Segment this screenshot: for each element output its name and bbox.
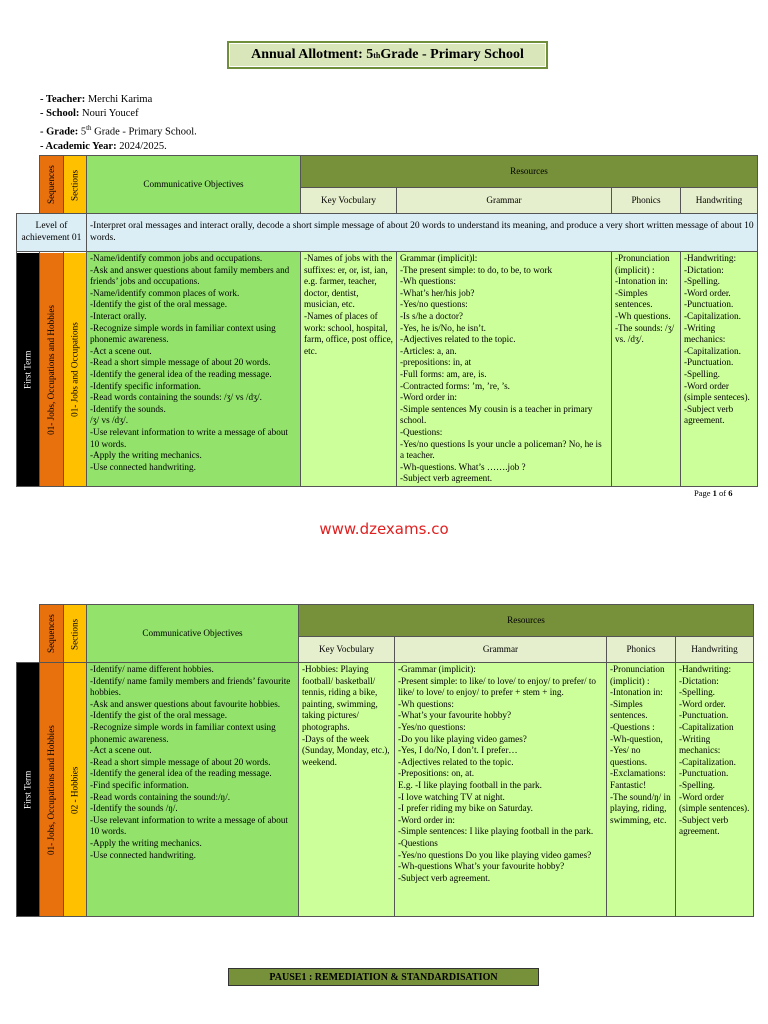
- phonics-cell: -Pronunciation (implicit) : -Intonation in: -Simples sentences. -Wh questions. -The sounds: /ʒ/ vs. /dʒ/.: [612, 252, 681, 487]
- allotment-table-2: [16, 604, 754, 917]
- watermark: www.dzexams.co: [319, 520, 449, 538]
- handwriting-cell-2: -Handwriting: -Dictation: -Spelling. -Word order. -Punctuation. -Capitalization -Writing mechanics: -Capitalization. -Punctuation. -Spelling. -Word order (simple sentences). -Subject verb agreement.: [676, 663, 754, 917]
- objectives-cell-2: -Identify/ name different hobbies. -Identify/ name family members and friends’ favourite hobbies. -Ask and answer questions about favourite hobbies. -Identify the gist of the oral message. -Recognize simple words in familiar context using phonemic awareness. -Act a scene out. -Read a short simple message of about 20 words. -Identify the general idea of the reading message. -Find specific information. -Read words containing the sound:/ŋ/. -Identify the sounds /ŋ/. -Use relevant information to write a message of about 10 words. -Apply the writing mechanics. -Use connected handwriting.: [87, 663, 299, 917]
- phonics-header-2: Phonics: [607, 637, 676, 663]
- allotment-table-1: [16, 155, 758, 487]
- school-line: [40, 107, 197, 121]
- year-line: [40, 140, 197, 154]
- title-rest: Grade - Primary School: [380, 47, 524, 62]
- objectives-cell: -Name/identify common jobs and occupations. -Ask and answer questions about family members and friends’ jobs and occupations. -Name/identify common places of work. -Identify the gist of the oral message. -Interact orally. -Recognize simple words in familiar context using phonemic awareness. -Act a scene out. -Read a short simple message of about 20 words. -Identify the general idea of the reading message. -Identify specific information. -Read words containing the sounds: /ʒ/ vs /dʒ/. -Identify the sounds. /ʒ/ vs /dʒ/. -Use relevant information to write a message of about 10 words. -Apply the writing mechanics. -Use connected handwriting.: [87, 252, 301, 487]
- sections-header-2: Sections: [64, 605, 87, 663]
- page-of: of: [716, 488, 729, 498]
- teacher-info: [40, 93, 197, 154]
- sequences-header: Sequences: [40, 156, 64, 214]
- level-text: -Interpret oral messages and interact orally, decode a short simple message of about 20 words to understand its meaning, and produce a very short written message of about 10 words.: [87, 214, 758, 252]
- phonics-cell-2: -Pronunciation (implicit) : -Intonation in: -Simples sentences. -Questions : -Wh-question, -Yes/ no questions. -Exclamations: Fantastic! -The sound/ŋ/ in playing, riding, swimming, etc.: [607, 663, 676, 917]
- grammar-header-2: Grammar: [395, 637, 607, 663]
- sequence-label: 01- Jobs, Occupations and Hobbies: [40, 252, 64, 487]
- grammar-cell: Grammar (implicit)l: -The present simple: to do, to be, to work -Wh questions: -What’s her/his job? -Yes/no questions: -Is s/he a doctor? -Yes, he is/No, he isn’t. -Adjectives related to the topic. -Articles: a, an. -prepositions: in, at -Full forms: am, are, is. -Contracted forms: ’m, ’re, ’s. -Word order in: -Simple sentences My cousin is a teacher in primary school. -Questions: -Yes/no questions Is your uncle a policeman? No, he is a teacher. -Wh-questions. What’s …….job ? -Subject verb agreement.: [397, 252, 612, 487]
- sequences-header-2: Sequences: [40, 605, 64, 663]
- year-label: - Academic Year:: [40, 140, 117, 152]
- teacher-line: [40, 93, 197, 107]
- page-num: 1: [712, 488, 717, 498]
- grammar-cell-2: -Grammar (implicit): -Present simple: to like/ to love/ to enjoy/ to prefer/ to like/ to love/ to enjoy/ to prefer + stem + ing. -Wh questions: -What’s your favourite hobby? -Yes/no questions: -Do you like playing video games? -Yes, I do/No, I don’t. I prefer… -Adjectives related to the topic. -Prepositions: on, at. E.g. -I like playing football in the park. -I love watching TV at night. -I prefer riding my bike on Saturday. -Word order in: -Simple sentences: I like playing football in the park. -Questions -Yes/no questions Do you like playing video games? -Wh-questions What’s your favourite hobby? -Subject verb agreement.: [395, 663, 607, 917]
- year-value: 2024/2025.: [116, 140, 167, 152]
- term-label-2: First Term: [17, 663, 40, 917]
- school-label: - School:: [40, 108, 80, 119]
- document-title: [227, 41, 548, 69]
- title-sup: th: [373, 50, 381, 60]
- vocab-cell-2: -Hobbies: Playing football/ basketball/ tennis, riding a bike, painting, swimming, taking pictures/ photographs. -Days of the week (Sunday, Monday, etc.), weekend.: [299, 663, 395, 917]
- school-value: Nouri Youcef: [79, 108, 139, 119]
- grade-sup: th: [86, 124, 92, 132]
- pause-banner: PAUSE1 : REMEDIATION & STANDARDISATION: [228, 968, 539, 986]
- sequence-label-2: 01- Jobs, Occupations and Hobbies: [40, 663, 64, 917]
- resources-header: Resources: [301, 156, 758, 188]
- teacher-value: Merchi Karima: [85, 94, 153, 105]
- teacher-label: - Teacher:: [40, 94, 86, 105]
- section-label-2: 02 - Hobbies: [64, 663, 87, 917]
- grade-value: 5: [78, 126, 87, 138]
- level-label: Level of achievement 01: [17, 214, 87, 252]
- section-label: 01- Jobs and Occupations: [64, 252, 87, 487]
- page-label: Page: [694, 488, 713, 498]
- page-number: [694, 488, 733, 498]
- grade-line: [40, 121, 197, 140]
- sections-header: Sections: [64, 156, 87, 214]
- objectives-header-2: Communicative Objectives: [87, 605, 299, 663]
- page-total: 6: [728, 488, 733, 498]
- grammar-header: Grammar: [397, 188, 612, 214]
- title-main: Annual Allotment: 5: [251, 47, 374, 62]
- handwriting-cell: -Handwriting: -Dictation: -Spelling. -Word order. -Punctuation. -Capitalization. -Writing mechanics: -Capitalization. -Punctuation. -Spelling. -Word order (simple senteces). -Subject verb agreement.: [681, 252, 758, 487]
- grade-rest: Grade - Primary School.: [91, 126, 197, 138]
- term-label: First Term: [17, 252, 40, 487]
- resources-header-2: Resources: [299, 605, 754, 637]
- phonics-header: Phonics: [612, 188, 681, 214]
- grade-label: - Grade:: [40, 126, 79, 138]
- vocab-header-2: Key Vocbulary: [299, 637, 395, 663]
- vocab-cell: -Names of jobs with the suffixes: er, or, ist, ian, e.g. farmer, teacher, doctor, dentist, musician, etc. -Names of places of work: school, hospital, farm, office, post office, etc.: [301, 252, 397, 487]
- handwriting-header: Handwriting: [681, 188, 758, 214]
- handwriting-header-2: Handwriting: [676, 637, 754, 663]
- objectives-header: Communicative Objectives: [87, 156, 301, 214]
- vocab-header: Key Vocbulary: [301, 188, 397, 214]
